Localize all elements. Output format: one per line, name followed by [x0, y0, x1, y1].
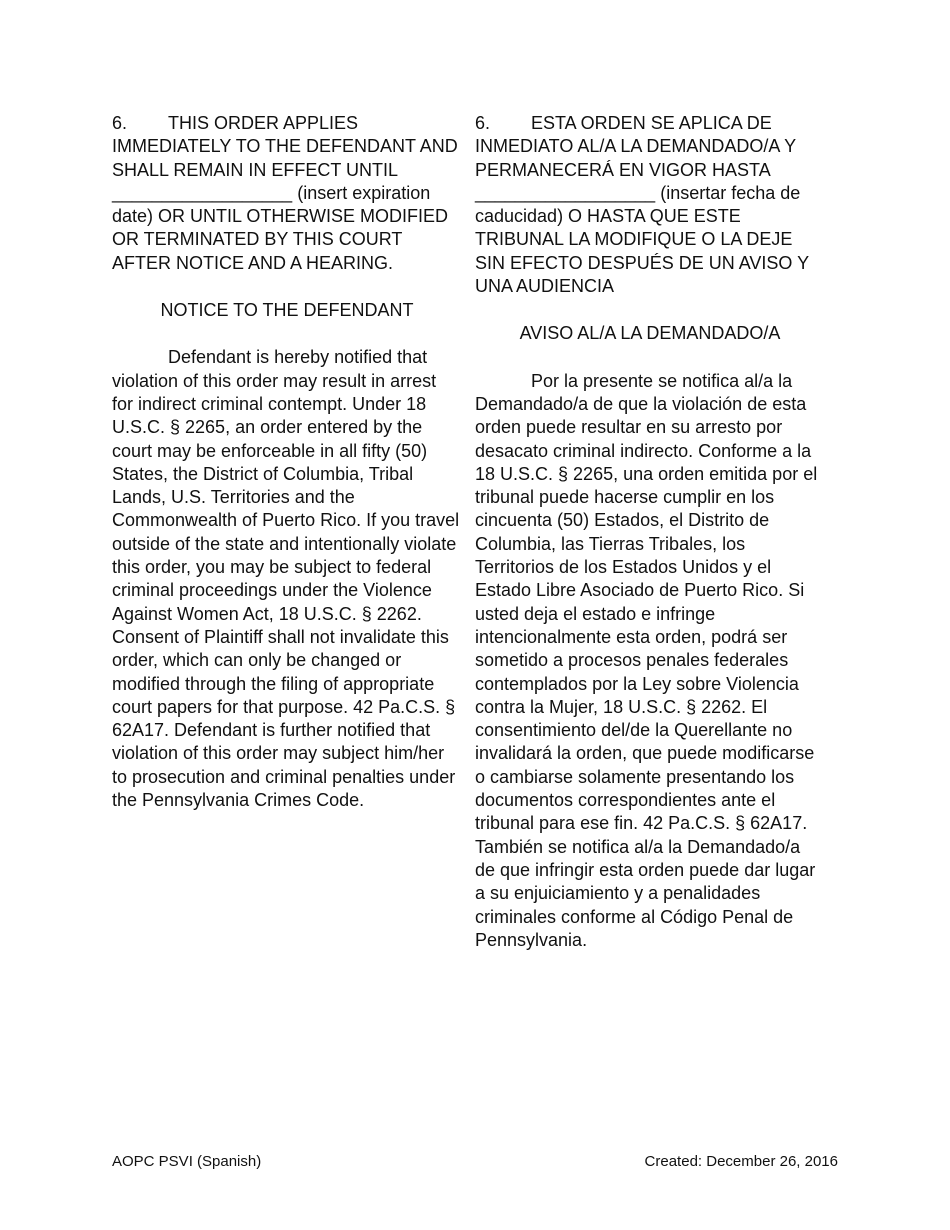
english-notice-body: Defendant is hereby notified that violation of this order may result in arrest for indirect criminal contempt. Under 18 U.S.C. § 2265, an order entered by the court may be enforceable in all fifty (50) States, the District of Columbia, Tribal Lands, U.S. Territories and the Commonwealth of Puerto Rico. If you travel outside of the state and intentionally violate this order, you may be subject to federal criminal proceedings under the Violence Against Women Act, 18 U.S.C. § 2262. Consent of Plaintiff shall not invalidate this order, which can only be changed or modified through the filing of appropriate court papers for that purpose. 42 Pa.C.S. § 62A17. Defendant is further notified that violation of this order may subject him/her to prosecution and criminal penalties under the Pennsylvania Crimes Code. — [112, 347, 460, 811]
english-column — [112, 112, 462, 812]
spanish-notice-body: Por la presente se notifica al/a la Demandado/a de que la violación de esta orden puede resultar en su arresto por desacato criminal indirecto. Conforme a la 18 U.S.C. § 2265, una orden emitida por el tribunal puede hacerse cumplir en los cincuenta (50) Estados, el Distrito de Columbia, las Tierras Tribales, los Territorios de los Estados Unidos y el Estado Libre Asociado de Puerto Rico. Si usted deja el estado e infringe intencionalmente esta orden, podrá ser sometido a procesos penales federales contemplados por la Ley sobre Violencia contra la Mujer, 18 U.S.C. § 2262. El consentimiento del/de la Querellante no invalidará la orden, que puede modificarse o cambiarse solamente presentando los documentos correspondientes ante el tribunal para ese fin. 42 Pa.C.S. § 62A17. También se notifica al/a la Demandado/a de que infringir esta orden puede dar lugar a su enjuiciamiento y a penalidades criminales conforme al Código Penal de Pennsylvania. — [475, 370, 818, 950]
english-order-item — [112, 112, 462, 275]
spanish-notice-heading: AVISO AL/A LA DEMANDADO/A — [519, 323, 781, 344]
footer-created-date: Created: December 26, 2016 — [644, 1153, 838, 1170]
english-item-number: 6. — [112, 113, 128, 133]
spanish-order-item — [475, 112, 825, 298]
spanish-item-text: ESTA ORDEN SE APLICA DE INMEDIATO AL/A LA DEMANDADO/A Y PERMANECERÁ EN VIGOR HASTA __________________ (insertar fecha de caducidad) O HASTA QUE ESTE TRIBUNAL LA MODIFIQUE O LA DEJE SIN EFECTO DESPUÉS DE UN AVISO Y UNA AUDIENCIA — [475, 113, 809, 297]
spanish-item-number: 6. — [475, 113, 491, 133]
english-item-text: THIS ORDER APPLIES IMMEDIATELY TO THE DEFENDANT AND SHALL REMAIN IN EFFECT UNTIL __________________ (insert expiration date) OR UNTIL OTHERWISE MODIFIED OR TERMINATED BY THIS COURT AFTER NOTICE AND A HEARING. — [112, 113, 458, 273]
footer-form-id: AOPC PSVI (Spanish) — [112, 1153, 262, 1170]
spanish-column — [475, 112, 825, 952]
english-notice-heading: NOTICE TO THE DEFENDANT — [160, 300, 414, 321]
